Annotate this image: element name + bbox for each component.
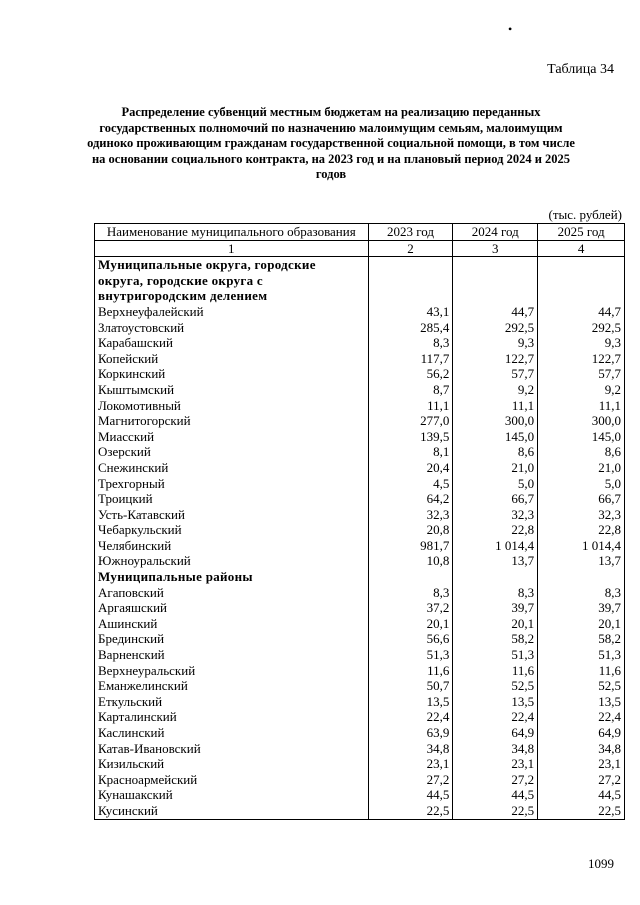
value-2023: 51,3 [368,647,453,663]
table-row [95,398,625,414]
municipality-name: Южноуральский [95,553,369,569]
municipality-name: Кыштымский [95,382,369,398]
value-2025: 44,7 [538,304,625,320]
value-2025: 145,0 [538,429,625,445]
value-2025: 44,5 [538,787,625,803]
value-2023: 56,6 [368,631,453,647]
municipality-name: Агаповский [95,585,369,601]
value-2025: 64,9 [538,725,625,741]
table-row [95,507,625,523]
value-2023: 13,5 [368,694,453,710]
value-2025: 27,2 [538,772,625,788]
table-label: Таблица 34 [547,62,614,77]
value-2023: 34,8 [368,741,453,757]
value-2023: 11,1 [368,398,453,414]
subsidy-table [94,223,625,820]
table-row [95,304,625,320]
value-2023: 4,5 [368,476,453,492]
value-2025: 300,0 [538,413,625,429]
table-row [95,631,625,647]
value-2023: 27,2 [368,772,453,788]
value-2025: 1 014,4 [538,538,625,554]
value-2023: 56,2 [368,366,453,382]
value-2025: 39,7 [538,600,625,616]
table-body [95,257,625,819]
value-2025: 9,2 [538,382,625,398]
municipality-name: Ашинский [95,616,369,632]
header-row [95,224,625,241]
table-row [95,663,625,679]
municipality-name: Копейский [95,351,369,367]
value-2024: 9,3 [453,335,538,351]
value-2023: 8,3 [368,585,453,601]
value-2025: 57,7 [538,366,625,382]
municipality-name: Трехгорный [95,476,369,492]
municipality-name: Усть-Катавский [95,507,369,523]
value-2025: 22,5 [538,803,625,819]
empty-cell [368,257,453,304]
municipality-name: Катав-Ивановский [95,741,369,757]
value-2025: 13,7 [538,553,625,569]
municipality-name: Карталинский [95,709,369,725]
value-2025: 23,1 [538,756,625,772]
header-2024: 2024 год [453,224,538,241]
value-2025: 122,7 [538,351,625,367]
value-2024: 1 014,4 [453,538,538,554]
municipality-name: Снежинский [95,460,369,476]
municipality-name: Карабашский [95,335,369,351]
value-2025: 52,5 [538,678,625,694]
value-2024: 11,1 [453,398,538,414]
value-2024: 145,0 [453,429,538,445]
value-2024: 20,1 [453,616,538,632]
header-2025: 2025 год [538,224,625,241]
value-2024: 39,7 [453,600,538,616]
value-2024: 64,9 [453,725,538,741]
value-2023: 8,7 [368,382,453,398]
index-4: 4 [538,240,625,257]
value-2023: 43,1 [368,304,453,320]
value-2025: 8,3 [538,585,625,601]
value-2023: 117,7 [368,351,453,367]
value-2024: 292,5 [453,320,538,336]
table-row [95,476,625,492]
value-2023: 63,9 [368,725,453,741]
index-1: 1 [95,240,369,257]
index-3: 3 [453,240,538,257]
municipality-name: Кусинский [95,803,369,819]
table-row [95,351,625,367]
value-2023: 11,6 [368,663,453,679]
document-title: Распределение субвенций местным бюджетам на реализацию переданных государственных полномочий по назначению малоимущим семьям, малоимущим одиноко проживающим гражданам государственной социальной помощи, в том числе на основании социального контракта, на 2023 год и на плановый период 2024 и 2025 годов [87,105,575,181]
value-2025: 51,3 [538,647,625,663]
municipality-name: Еманжелинский [95,678,369,694]
table-row [95,725,625,741]
municipality-name: Каслинский [95,725,369,741]
value-2024: 44,5 [453,787,538,803]
value-2024: 122,7 [453,351,538,367]
header-2023: 2023 год [368,224,453,241]
value-2025: 11,6 [538,663,625,679]
value-2024: 13,7 [453,553,538,569]
value-2024: 5,0 [453,476,538,492]
municipality-name: Локомотивный [95,398,369,414]
municipality-name: Кунашакский [95,787,369,803]
value-2025: 292,5 [538,320,625,336]
table-row [95,803,625,819]
index-2: 2 [368,240,453,257]
empty-cell [453,257,538,304]
municipality-name: Аргаяшский [95,600,369,616]
table-row [95,320,625,336]
table-row [95,366,625,382]
table-row [95,647,625,663]
value-2023: 277,0 [368,413,453,429]
value-2025: 22,8 [538,522,625,538]
value-2024: 51,3 [453,647,538,663]
value-2025: 11,1 [538,398,625,414]
value-2025: 8,6 [538,444,625,460]
value-2024: 34,8 [453,741,538,757]
value-2024: 22,8 [453,522,538,538]
value-2024: 8,3 [453,585,538,601]
table-row [95,741,625,757]
empty-cell [453,569,538,585]
value-2023: 44,5 [368,787,453,803]
table-row [95,616,625,632]
table-row [95,429,625,445]
municipality-name: Еткульский [95,694,369,710]
value-2023: 20,1 [368,616,453,632]
table-row [95,694,625,710]
value-2023: 50,7 [368,678,453,694]
value-2024: 8,6 [453,444,538,460]
value-2024: 27,2 [453,772,538,788]
value-2023: 20,4 [368,460,453,476]
units-label: (тыс. рублей) [548,207,622,222]
municipality-name: Варненский [95,647,369,663]
table-row [95,756,625,772]
table-row [95,444,625,460]
municipality-name: Кизильский [95,756,369,772]
table-row [95,522,625,538]
municipality-name: Озерский [95,444,369,460]
value-2025: 32,3 [538,507,625,523]
page-number: 1099 [588,856,614,871]
value-2024: 52,5 [453,678,538,694]
value-2024: 300,0 [453,413,538,429]
municipality-name: Верхнеуфалейский [95,304,369,320]
value-2025: 34,8 [538,741,625,757]
municipality-name: Верхнеуральский [95,663,369,679]
value-2023: 139,5 [368,429,453,445]
table-row [95,460,625,476]
table-row [95,335,625,351]
value-2023: 22,4 [368,709,453,725]
section-title: Муниципальные округа, городские округа, городские округа с внутригородским делением [95,257,369,304]
section-row [95,257,625,304]
municipality-name: Миасский [95,429,369,445]
value-2023: 981,7 [368,538,453,554]
value-2024: 32,3 [453,507,538,523]
page-mark: • [508,22,513,36]
value-2025: 9,3 [538,335,625,351]
value-2025: 13,5 [538,694,625,710]
table-row [95,491,625,507]
value-2024: 22,5 [453,803,538,819]
value-2025: 21,0 [538,460,625,476]
table-row [95,538,625,554]
section-title: Муниципальные районы [95,569,369,585]
value-2024: 44,7 [453,304,538,320]
value-2025: 5,0 [538,476,625,492]
municipality-name: Коркинский [95,366,369,382]
value-2023: 23,1 [368,756,453,772]
value-2023: 8,3 [368,335,453,351]
value-2024: 57,7 [453,366,538,382]
empty-cell [538,569,625,585]
value-2024: 9,2 [453,382,538,398]
table-row [95,678,625,694]
value-2025: 66,7 [538,491,625,507]
value-2025: 58,2 [538,631,625,647]
value-2023: 64,2 [368,491,453,507]
value-2023: 8,1 [368,444,453,460]
section-row [95,569,625,585]
value-2025: 22,4 [538,709,625,725]
value-2024: 66,7 [453,491,538,507]
table-row [95,553,625,569]
empty-cell [368,569,453,585]
table-row [95,600,625,616]
table-row [95,772,625,788]
municipality-name: Челябинский [95,538,369,554]
value-2023: 10,8 [368,553,453,569]
value-2024: 58,2 [453,631,538,647]
value-2024: 21,0 [453,460,538,476]
index-row [95,240,625,257]
value-2023: 22,5 [368,803,453,819]
table-row [95,585,625,601]
value-2023: 37,2 [368,600,453,616]
municipality-name: Брединский [95,631,369,647]
value-2025: 20,1 [538,616,625,632]
table-row [95,709,625,725]
municipality-name: Троицкий [95,491,369,507]
table-row [95,787,625,803]
value-2024: 23,1 [453,756,538,772]
municipality-name: Златоустовский [95,320,369,336]
municipality-name: Красноармейский [95,772,369,788]
header-municipality: Наименование муниципального образования [95,224,369,241]
value-2024: 13,5 [453,694,538,710]
value-2024: 22,4 [453,709,538,725]
value-2023: 285,4 [368,320,453,336]
municipality-name: Чебаркульский [95,522,369,538]
empty-cell [538,257,625,304]
value-2023: 32,3 [368,507,453,523]
table-row [95,413,625,429]
municipality-name: Магнитогорский [95,413,369,429]
value-2024: 11,6 [453,663,538,679]
table-row [95,382,625,398]
value-2023: 20,8 [368,522,453,538]
